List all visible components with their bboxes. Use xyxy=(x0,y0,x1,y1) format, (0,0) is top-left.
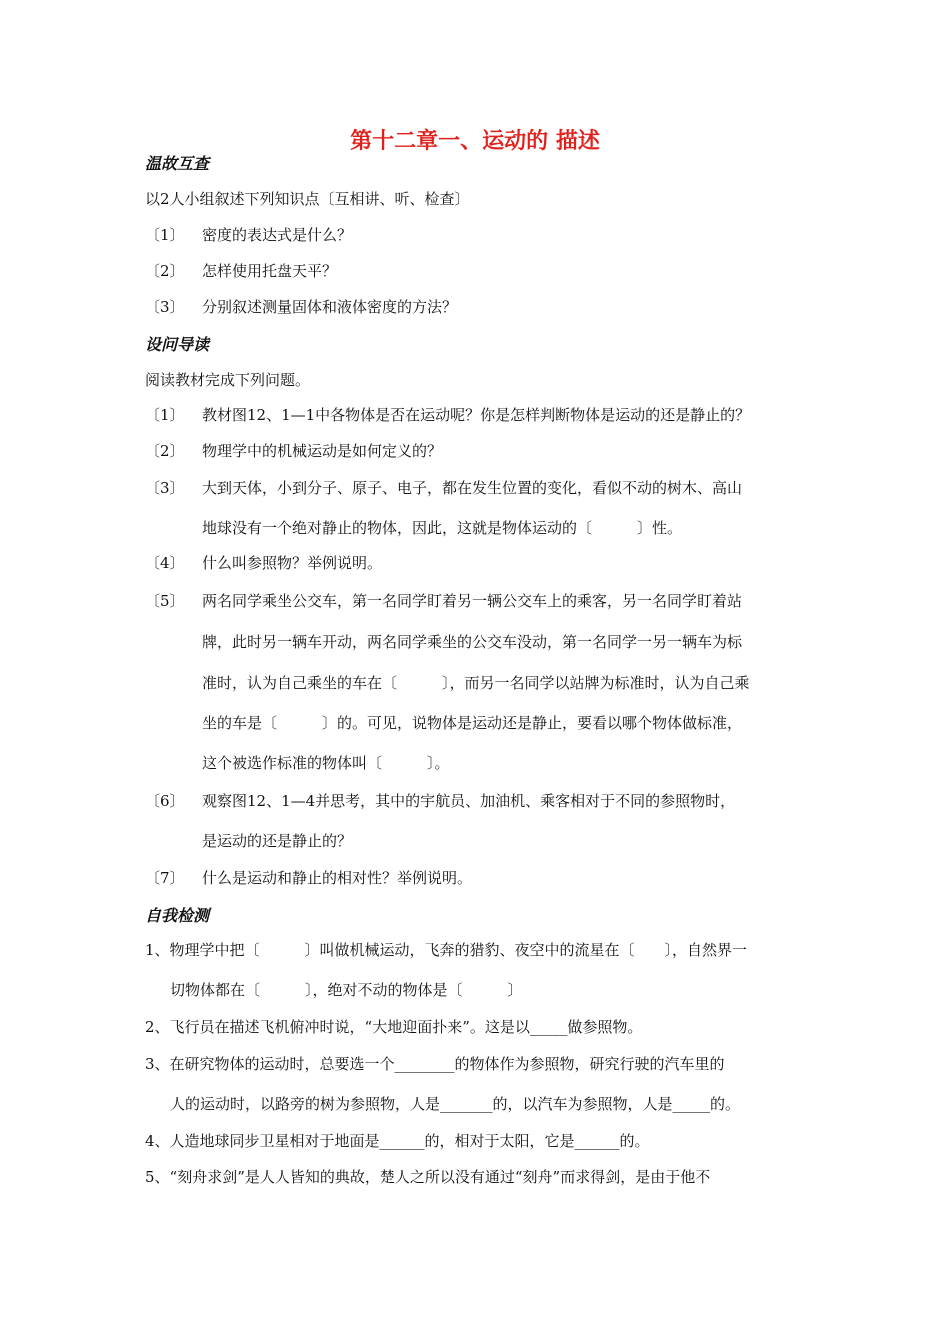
item-text: 物理学中的机械运动是如何定义的？ xyxy=(202,442,443,460)
item-text: 怎样使用托盘天平？ xyxy=(202,262,338,280)
item-text: 两名同学乘坐公交车，第一名同学盯着另一辆公交车上的乘客，另一名同学盯着站 xyxy=(202,592,743,610)
item-text: 教材图12、1—1中各物体是否在运动呢？你是怎样判断物体是运动的还是静止的？ xyxy=(202,406,751,424)
item-number: 〔1〕 xyxy=(145,406,185,424)
item-number: 〔2〕 xyxy=(145,442,185,460)
item-text: 牌，此时另一辆车开动，两名同学乘坐的公交车没动，第一名同学一另一辆车为标 xyxy=(202,633,743,651)
item-text: 坐的车是〔 〕的。可见，说物体是运动还是静止，要看以哪个物体做标准， xyxy=(202,714,743,732)
section1-intro: 以2人小组叙述下列知识点〔互相讲、听、检查〕 xyxy=(145,190,470,208)
section2-intro: 阅读教材完成下列问题。 xyxy=(145,371,311,389)
item-number: 〔1〕 xyxy=(145,226,185,244)
question-line: 5、“刻舟求剑”是人人皆知的典故，楚人之所以没有通过“刻舟”而求得剑，是由于他不 xyxy=(145,1168,711,1186)
item-text: 分别叙述测量固体和液体密度的方法？ xyxy=(202,298,458,316)
item-number: 〔5〕 xyxy=(145,592,185,610)
item-text: 准时，认为自己乘坐的车在〔 〕，而另一名同学以站牌为标准时，认为自己乘 xyxy=(202,674,750,692)
question-line: 人的运动时，以路旁的树为参照物，人是_______的，以汽车为参照物，人是_____的。 xyxy=(170,1095,741,1113)
item-number: 〔4〕 xyxy=(145,554,185,572)
question-line: 2、飞行员在描述飞机俯冲时说，“大地迎面扑来”。这是以_____做参照物。 xyxy=(145,1018,643,1036)
item-number: 〔3〕 xyxy=(145,479,185,497)
section-heading-guided-questions: 设问导读 xyxy=(145,335,210,354)
item-number: 〔6〕 xyxy=(145,792,185,810)
item-text: 观察图12、1—4并思考，其中的宇航员、加油机、乘客相对于不同的参照物时， xyxy=(202,792,736,810)
section-heading-self-test: 自我检测 xyxy=(145,906,210,925)
question-line: 3、在研究物体的运动时，总要选一个________的物体作为参照物，研究行驶的汽车里的 xyxy=(145,1055,725,1073)
item-text: 是运动的还是静止的？ xyxy=(202,832,353,850)
item-text: 地球没有一个绝对静止的物体，因此，这就是物体运动的〔 〕性。 xyxy=(202,519,683,537)
item-number: 〔7〕 xyxy=(145,869,185,887)
question-line: 1、物理学中把〔 〕叫做机械运动，飞奔的猎豹、夜空中的流星在〔 〕，自然界一 xyxy=(145,941,748,959)
item-text: 这个被选作标准的物体叫〔 〕。 xyxy=(202,754,450,772)
page-title: 第十二章一、运动的 描述 xyxy=(350,129,600,154)
question-line: 4、人造地球同步卫星相对于地面是______的，相对于太阳，它是______的。 xyxy=(145,1132,650,1150)
item-number: 〔2〕 xyxy=(145,262,185,280)
item-number: 〔3〕 xyxy=(145,298,185,316)
section-heading-review: 温故互查 xyxy=(145,154,210,173)
item-text: 大到天体，小到分子、原子、电子，都在发生位置的变化，看似不动的树木、高山 xyxy=(202,479,743,497)
item-text: 密度的表达式是什么？ xyxy=(202,226,353,244)
item-text: 什么叫参照物？举例说明。 xyxy=(202,554,383,572)
question-line: 切物体都在〔 〕，绝对不动的物体是〔 〕 xyxy=(170,981,523,999)
item-text: 什么是运动和静止的相对性？举例说明。 xyxy=(202,869,473,887)
